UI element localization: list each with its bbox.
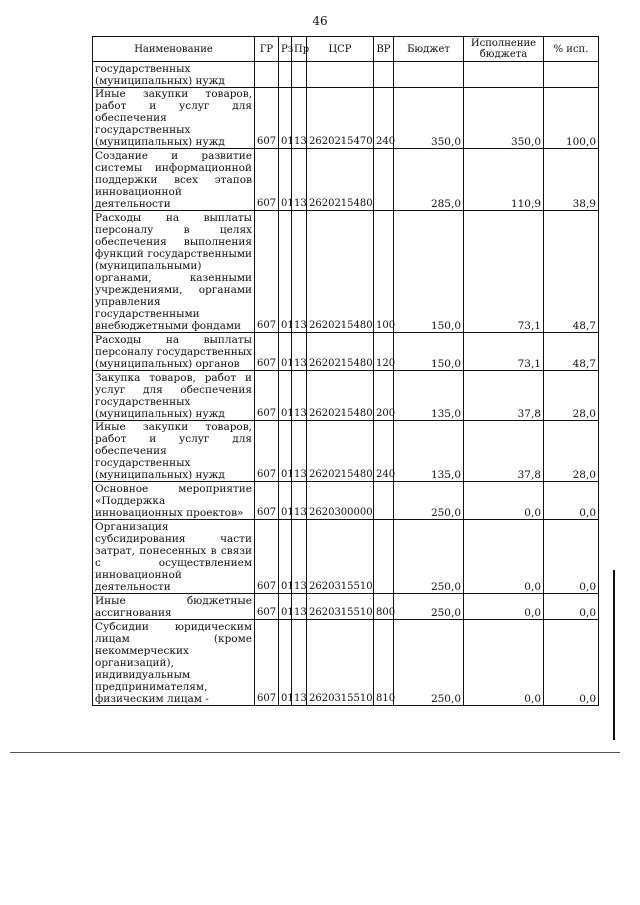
table-header-row xyxy=(93,37,599,62)
row-pct: 38,9 xyxy=(544,149,599,211)
table-row xyxy=(93,333,599,371)
row-budget: 285,0 xyxy=(394,149,464,211)
header-name: Наименование xyxy=(93,37,255,62)
row-execution: 0,0 xyxy=(464,482,544,520)
row-pr: 13 xyxy=(292,149,307,211)
row-csr: 2620315510 xyxy=(307,520,374,594)
row-gr: 607 xyxy=(255,333,279,371)
row-pr: 13 xyxy=(292,88,307,149)
header-gr: ГР xyxy=(255,37,279,62)
row-rz: 01 xyxy=(279,333,292,371)
row-pr: 13 xyxy=(292,594,307,620)
row-budget: 350,0 xyxy=(394,88,464,149)
row-pct xyxy=(544,62,599,88)
budget-table xyxy=(92,36,599,706)
row-execution: 110,9 xyxy=(464,149,544,211)
row-csr: 2620315510 xyxy=(307,620,374,706)
row-execution: 73,1 xyxy=(464,333,544,371)
row-gr: 607 xyxy=(255,149,279,211)
row-name: Расходы на выплаты персоналу государственных (муниципальных) органов xyxy=(93,333,255,371)
header-csr: ЦСР xyxy=(307,37,374,62)
row-budget: 250,0 xyxy=(394,594,464,620)
row-pct: 0,0 xyxy=(544,520,599,594)
row-rz xyxy=(279,62,292,88)
row-pr: 13 xyxy=(292,620,307,706)
row-budget: 250,0 xyxy=(394,620,464,706)
row-csr: 2620215480 xyxy=(307,371,374,421)
row-execution: 0,0 xyxy=(464,594,544,620)
row-vr: 240 xyxy=(374,88,394,149)
row-csr: 2620215480 xyxy=(307,149,374,211)
table-row xyxy=(93,88,599,149)
header-pr: Пр xyxy=(292,37,307,62)
row-rz: 01 xyxy=(279,482,292,520)
row-execution: 73,1 xyxy=(464,211,544,333)
row-name: Закупка товаров, работ и услуг для обеспечения государственных (муниципальных) нужд xyxy=(93,371,255,421)
row-vr: 100 xyxy=(374,211,394,333)
row-vr: 120 xyxy=(374,333,394,371)
row-execution xyxy=(464,62,544,88)
row-name: Иные закупки товаров, работ и услуг для обеспечения государственных (муниципальных) нужд xyxy=(93,421,255,482)
bottom-rule xyxy=(10,752,620,753)
row-execution: 37,8 xyxy=(464,371,544,421)
row-pct: 28,0 xyxy=(544,371,599,421)
row-name: Создание и развитие системы информационной поддержки всех этапов инновационной деятельности xyxy=(93,149,255,211)
table-row xyxy=(93,62,599,88)
header-pct: % исп. xyxy=(544,37,599,62)
row-budget: 250,0 xyxy=(394,520,464,594)
row-pr: 13 xyxy=(292,482,307,520)
table-row xyxy=(93,482,599,520)
row-execution: 0,0 xyxy=(464,620,544,706)
row-name: государственных (муниципальных) нужд xyxy=(93,62,255,88)
row-gr: 607 xyxy=(255,371,279,421)
row-gr xyxy=(255,62,279,88)
row-pct: 100,0 xyxy=(544,88,599,149)
row-vr xyxy=(374,62,394,88)
row-rz: 01 xyxy=(279,594,292,620)
table-row xyxy=(93,371,599,421)
header-budget: Бюджет xyxy=(394,37,464,62)
row-pct: 0,0 xyxy=(544,620,599,706)
row-vr xyxy=(374,482,394,520)
row-name: Иные бюджетные ассигнования xyxy=(93,594,255,620)
table-row xyxy=(93,520,599,594)
row-gr: 607 xyxy=(255,520,279,594)
row-pct: 48,7 xyxy=(544,211,599,333)
row-rz: 01 xyxy=(279,620,292,706)
header-execution: Исполнение бюджета xyxy=(464,37,544,62)
row-name: Иные закупки товаров, работ и услуг для обеспечения государственных (муниципальных) нужд xyxy=(93,88,255,149)
row-execution: 0,0 xyxy=(464,520,544,594)
row-pct: 0,0 xyxy=(544,482,599,520)
row-name: Основное мероприятие «Поддержка инновационных проектов» xyxy=(93,482,255,520)
row-pr: 13 xyxy=(292,333,307,371)
row-vr: 800 xyxy=(374,594,394,620)
row-execution: 37,8 xyxy=(464,421,544,482)
row-budget: 135,0 xyxy=(394,371,464,421)
row-gr: 607 xyxy=(255,482,279,520)
row-budget: 250,0 xyxy=(394,482,464,520)
row-name: Расходы на выплаты персоналу в целях обеспечения выполнения функций государственными (муниципальными) органами, казенными учреждениями, органами управления государственными внебюджетными фондами xyxy=(93,211,255,333)
row-pr: 13 xyxy=(292,421,307,482)
row-budget: 135,0 xyxy=(394,421,464,482)
row-gr: 607 xyxy=(255,88,279,149)
row-pr xyxy=(292,62,307,88)
row-vr xyxy=(374,149,394,211)
header-vr: ВР xyxy=(374,37,394,62)
row-rz: 01 xyxy=(279,149,292,211)
row-rz: 01 xyxy=(279,88,292,149)
row-pr: 13 xyxy=(292,211,307,333)
table-row xyxy=(93,594,599,620)
row-pr: 13 xyxy=(292,371,307,421)
row-pct: 48,7 xyxy=(544,333,599,371)
row-vr xyxy=(374,520,394,594)
row-vr: 200 xyxy=(374,371,394,421)
row-rz: 01 xyxy=(279,520,292,594)
row-csr: 2620315510 xyxy=(307,594,374,620)
row-csr xyxy=(307,62,374,88)
row-gr: 607 xyxy=(255,620,279,706)
row-gr: 607 xyxy=(255,421,279,482)
page-number: 46 xyxy=(312,14,328,28)
row-rz: 01 xyxy=(279,211,292,333)
row-vr: 240 xyxy=(374,421,394,482)
row-csr: 2620300000 xyxy=(307,482,374,520)
row-csr: 2620215480 xyxy=(307,333,374,371)
row-name: Организация субсидирования части затрат, понесенных в связи с осуществлением инновационной деятельности xyxy=(93,520,255,594)
table-row xyxy=(93,421,599,482)
row-budget xyxy=(394,62,464,88)
row-vr: 810 xyxy=(374,620,394,706)
row-csr: 2620215470 xyxy=(307,88,374,149)
row-budget: 150,0 xyxy=(394,211,464,333)
row-name: Субсидии юридическим лицам (кроме некоммерческих организаций), индивидуальным предпринимателям, физическим лицам - xyxy=(93,620,255,706)
row-pct: 0,0 xyxy=(544,594,599,620)
row-pr: 13 xyxy=(292,520,307,594)
table-row xyxy=(93,620,599,706)
row-gr: 607 xyxy=(255,211,279,333)
header-rz: Рз xyxy=(279,37,292,62)
row-gr: 607 xyxy=(255,594,279,620)
row-rz: 01 xyxy=(279,371,292,421)
row-csr: 2620215480 xyxy=(307,421,374,482)
row-budget: 150,0 xyxy=(394,333,464,371)
table-row xyxy=(93,149,599,211)
row-rz: 01 xyxy=(279,421,292,482)
table-row xyxy=(93,211,599,333)
margin-bar xyxy=(613,570,615,740)
row-execution: 350,0 xyxy=(464,88,544,149)
row-csr: 2620215480 xyxy=(307,211,374,333)
row-pct: 28,0 xyxy=(544,421,599,482)
